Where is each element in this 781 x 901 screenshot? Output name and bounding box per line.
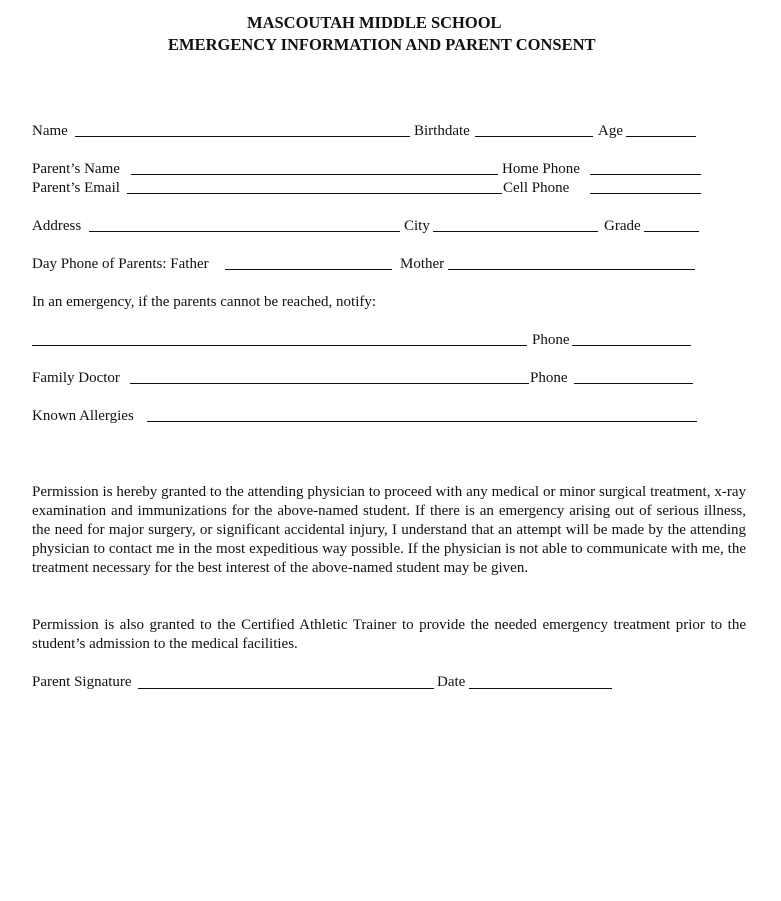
- mother-phone-field[interactable]: [448, 269, 695, 270]
- emergency-contact-field[interactable]: [32, 345, 527, 346]
- mother-label: Mother: [400, 256, 445, 272]
- age-label: Age: [598, 123, 623, 139]
- known-allergies-field[interactable]: [147, 421, 697, 422]
- birthdate-field[interactable]: [475, 136, 593, 137]
- consent-paragraph-trainer: Permission is also granted to the Certified Athletic Trainer to provide the needed emergency treatment prior to the student’s admission to the medical facilities.: [32, 617, 746, 652]
- form-title: EMERGENCY INFORMATION AND PARENT CONSENT: [168, 35, 596, 54]
- day-phone-father-field[interactable]: [225, 269, 392, 270]
- age-field[interactable]: [626, 136, 696, 137]
- emergency-instruction: In an emergency, if the parents cannot be reached, notify:: [32, 294, 377, 310]
- consent-paragraph-physician: Permission is hereby granted to the attending physician to proceed with any medical or minor surgical treatment, x-ray examination and immunizations for the above-named student. If there is an emergency arising out of serious illness, the need for major surgery, or significant accidental injury, I understand that an attempt will be made by the attending physician to contact me in the most expeditious way possible. If the physician is not able to communicate with me, the treatment necessary for the best interest of the above-named student may be given.: [32, 484, 746, 576]
- grade-field[interactable]: [644, 231, 699, 232]
- name-label: Name: [32, 123, 68, 139]
- date-label: Date: [437, 674, 466, 690]
- doctor-phone-label: Phone: [530, 370, 568, 386]
- date-field[interactable]: [469, 688, 612, 689]
- grade-label: Grade: [604, 218, 641, 234]
- cell-phone-field[interactable]: [590, 193, 701, 194]
- city-field[interactable]: [433, 231, 598, 232]
- name-field[interactable]: [75, 136, 410, 137]
- parents-email-field[interactable]: [127, 193, 502, 194]
- parent-signature-label: Parent Signature: [32, 674, 132, 690]
- cell-phone-label: Cell Phone: [503, 180, 570, 196]
- emergency-phone-field[interactable]: [572, 345, 691, 346]
- birthdate-label: Birthdate: [414, 123, 470, 139]
- day-phone-father-label: Day Phone of Parents: Father: [32, 256, 209, 272]
- family-doctor-label: Family Doctor: [32, 370, 120, 386]
- parents-name-label: Parent’s Name: [32, 161, 120, 177]
- home-phone-label: Home Phone: [502, 161, 580, 177]
- known-allergies-label: Known Allergies: [32, 408, 134, 424]
- city-label: City: [404, 218, 430, 234]
- parents-email-label: Parent’s Email: [32, 180, 120, 196]
- school-name: MASCOUTAH MIDDLE SCHOOL: [247, 13, 502, 32]
- home-phone-field[interactable]: [590, 174, 701, 175]
- address-field[interactable]: [89, 231, 400, 232]
- address-label: Address: [32, 218, 82, 234]
- emergency-phone-label: Phone: [532, 332, 570, 348]
- parents-name-field[interactable]: [131, 174, 498, 175]
- family-doctor-field[interactable]: [130, 383, 529, 384]
- parent-signature-field[interactable]: [138, 688, 434, 689]
- doctor-phone-field[interactable]: [574, 383, 693, 384]
